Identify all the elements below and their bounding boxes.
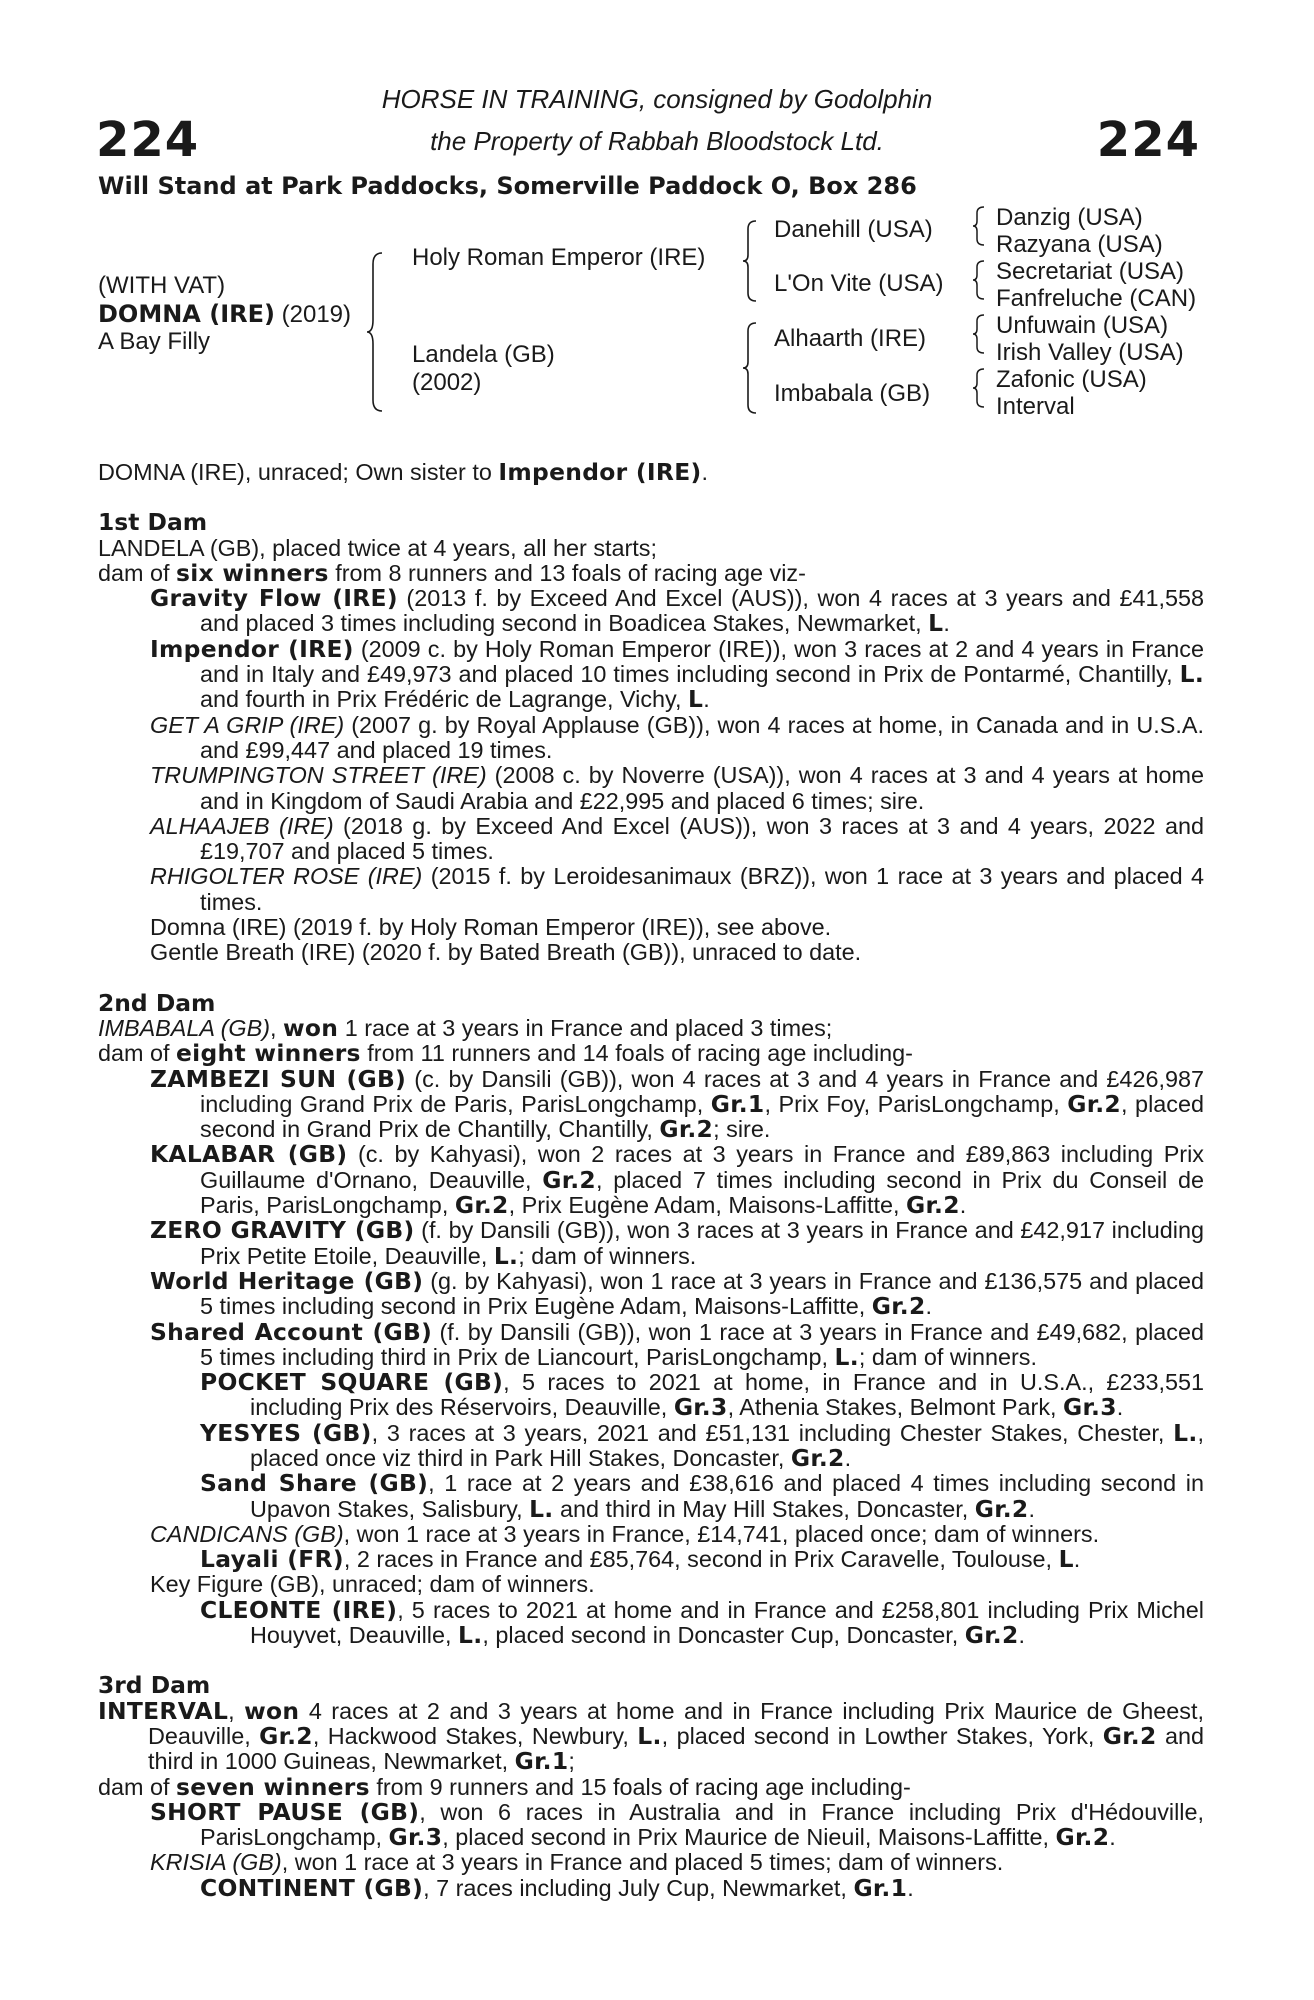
ancestor-sds: Secretariat (USA) bbox=[996, 258, 1185, 285]
first-dam-heading: 1st Dam bbox=[98, 508, 208, 537]
offspring-trumpington-street: TRUMPINGTON STREET (IRE) (2008 c. by Noverre (USA)), won 4 races at 3 and 4 years at home and in Kingdom of Saudi Arabia and £22,995 and placed 6 times; sire. bbox=[150, 762, 1204, 814]
offspring-domna: Domna (IRE) (2019 f. by Holy Roman Emperor (IRE)), see above. bbox=[150, 914, 832, 941]
second-dam-line2: dam of eight winners from 11 runners and 14 foals of racing age including- bbox=[98, 1039, 913, 1068]
second-dam-line1: IMBABALA (GB), won 1 race at 3 years in France and placed 3 times; bbox=[98, 1013, 833, 1042]
offspring-short-pause: SHORT PAUSE (GB), won 6 races in Australia and in France including Prix d'Hédouville, ParisLongchamp, Gr.3, placed second in Prix Maurice de Nieuil, Maisons-Laffitte, Gr.2. bbox=[150, 1797, 1204, 1852]
ancestor-dss: Unfuwain (USA) bbox=[996, 312, 1169, 339]
brace-dam bbox=[742, 322, 758, 414]
brace-ds bbox=[972, 314, 986, 354]
offspring-get-a-grip: GET A GRIP (IRE) (2007 g. by Royal Applause (GB)), won 4 races at home, in Canada and in U.S.A. and £99,447 and placed 19 times. bbox=[150, 711, 1204, 763]
offspring-gentle-breath: Gentle Breath (IRE) (2020 f. by Bated Breath (GB)), unraced to date. bbox=[150, 939, 862, 966]
brace-main bbox=[366, 252, 384, 412]
offspring-candicans: CANDICANS (GB), won 1 race at 3 years in France, £14,741, placed once; dam of winners. bbox=[150, 1520, 1100, 1547]
first-dam-line2: dam of six winners from 8 runners and 13 foals of racing age viz- bbox=[98, 558, 806, 587]
horse-name-line bbox=[98, 300, 351, 329]
offspring-zambezi-sun: ZAMBEZI SUN (GB) (c. by Dansili (GB)), won 4 races at 3 and 4 years in France and £426,987 including Grand Prix de Paris, ParisLongchamp, Gr.1, Prix Foy, ParisLongchamp, Gr.2, placed second in Grand Prix de Chantilly, Chantilly, Gr.2; sire. bbox=[150, 1064, 1204, 1144]
dam-year: (2002) bbox=[412, 369, 482, 396]
dam: Landela (GB) bbox=[412, 341, 555, 368]
offspring-rhigolter-rose: RHIGOLTER ROSE (IRE) (2015 f. by Leroidesanimaux (BRZ)), won 1 race at 3 years and placed 4 times. bbox=[150, 863, 1204, 915]
sire-dam: L'On Vite (USA) bbox=[774, 270, 944, 297]
lot-number-left: 224 bbox=[96, 112, 200, 168]
grand-offspring-pocket-square: POCKET SQUARE (GB), 5 races to 2021 at home, in France and in U.S.A., £233,551 including Prix des Réservoirs, Deauville, Gr.3, Athenia Stakes, Belmont Park, Gr.3. bbox=[200, 1368, 1204, 1422]
intro-line: DOMNA (IRE), unraced; Own sister to Impendor (IRE). bbox=[98, 458, 708, 486]
grand-offspring-cleonte: CLEONTE (IRE), 5 races to 2021 at home and in France and £258,801 including Prix Michel Houyvet, Deauville, L., placed second in Doncaster Cup, Doncaster, Gr.2. bbox=[200, 1595, 1204, 1650]
offspring-alhaajeb: ALHAAJEB (IRE) (2018 g. by Exceed And Excel (AUS)), won 3 races at 3 and 4 years, 2022 and £19,707 and placed 5 times. bbox=[150, 812, 1204, 865]
ancestor-ssd: Razyana (USA) bbox=[996, 231, 1163, 258]
brace-dd bbox=[972, 368, 986, 408]
brace-sd bbox=[972, 260, 986, 300]
catalogue-body bbox=[98, 460, 1204, 1901]
offspring-kalabar: KALABAR (GB) (c. by Kahyasi), won 2 races at 3 years in France and £89,863 including Prix Guillaume d'Ornano, Deauville, Gr.2, placed 7 times including second in Prix du Conseil de Paris, ParisLongchamp, Gr.2, Prix Eugène Adam, Maisons-Laffitte, Gr.2. bbox=[150, 1140, 1204, 1220]
third-dam-heading: 3rd Dam bbox=[98, 1671, 211, 1700]
ancestor-ddd: Interval bbox=[996, 393, 1075, 420]
grand-offspring-yesyes: YESYES (GB), 3 races at 3 years, 2021 and £51,131 including Chester Stakes, Chester, L., placed once viz third in Park Hill Stakes, Doncaster, Gr.2. bbox=[200, 1418, 1204, 1472]
grand-offspring-layali: Layali (FR), 2 races in France and £85,764, second in Prix Caravelle, Toulouse, L. bbox=[200, 1545, 1081, 1574]
offspring-zero-gravity: ZERO GRAVITY (GB) (f. by Dansili (GB)), won 3 races at 3 years in France and £42,917 including Prix Petite Etoile, Deauville, L.; dam of winners. bbox=[150, 1216, 1204, 1270]
horse-year: (2019) bbox=[281, 301, 352, 328]
offspring-gravity-flow: Gravity Flow (IRE) (2013 f. by Exceed And Excel (AUS)), won 4 races at 3 years and £41,558 and placed 3 times including second in Boadicea Stakes, Newmarket, L. bbox=[150, 584, 1204, 638]
horse-name: DOMNA (IRE) bbox=[98, 300, 275, 328]
ancestor-dds: Zafonic (USA) bbox=[996, 366, 1147, 393]
ancestor-sdd: Fanfreluche (CAN) bbox=[996, 285, 1197, 312]
ancestor-sss: Danzig (USA) bbox=[996, 204, 1143, 231]
brace-sire bbox=[742, 220, 758, 302]
dam-sire: Alhaarth (IRE) bbox=[774, 325, 927, 352]
property-line: the Property of Rabbah Bloodstock Ltd. bbox=[430, 126, 884, 156]
ancestor-dsd: Irish Valley (USA) bbox=[996, 339, 1184, 366]
third-dam-line1: INTERVAL, won 4 races at 2 and 3 years at home and in France including Prix Maurice de Gheest, Deauville, Gr.2, Hackwood Stakes, Newbury, L., placed second in Lowther Stakes, York, Gr.2 and third in 1000 Guineas, Newmarket, Gr.1; bbox=[98, 1696, 1204, 1776]
grand-offspring-sand-share: Sand Share (GB), 1 race at 2 years and £38,616 and placed 4 times including second in Upavon Stakes, Salisbury, L. and third in May Hill Stakes, Doncaster, Gr.2. bbox=[200, 1469, 1204, 1523]
sire: Holy Roman Emperor (IRE) bbox=[412, 244, 706, 271]
offspring-world-heritage: World Heritage (GB) (g. by Kahyasi), won 1 race at 3 years in France and £136,575 and placed 5 times including second in Prix Eugène Adam, Maisons-Laffitte, Gr.2. bbox=[150, 1266, 1204, 1321]
offspring-impendor: Impendor (IRE) (2009 c. by Holy Roman Emperor (IRE)), won 3 races at 2 and 4 years in France and in Italy and £49,973 and placed 10 times including second in Prix de Pontarmé, Chantilly, L. and fourth in Prix Frédéric de Lagrange, Vichy, L. bbox=[150, 634, 1204, 714]
brace-ss bbox=[972, 206, 986, 246]
first-dam-line1: LANDELA (GB), placed twice at 4 years, all her starts; bbox=[98, 534, 657, 561]
vat-label: (WITH VAT) bbox=[98, 272, 226, 299]
lot-number-right: 224 bbox=[1096, 112, 1200, 168]
second-dam-heading: 2nd Dam bbox=[98, 988, 216, 1017]
offspring-key-figure: Key Figure (GB), unraced; dam of winners. bbox=[150, 1571, 595, 1598]
grand-offspring-continent: CONTINENT (GB), 7 races including July Cup, Newmarket, Gr.1. bbox=[200, 1873, 914, 1902]
consignor-line: HORSE IN TRAINING, consigned by Godolphin bbox=[381, 84, 933, 114]
horse-description: A Bay Filly bbox=[98, 328, 211, 355]
dam-dam: Imbabala (GB) bbox=[774, 380, 931, 407]
sire-sire: Danehill (USA) bbox=[774, 216, 933, 243]
offspring-krisia: KRISIA (GB), won 1 race at 3 years in France and placed 5 times; dam of winners. bbox=[150, 1849, 1004, 1876]
offspring-shared-account: Shared Account (GB) (f. by Dansili (GB)), won 1 race at 3 years in France and £49,682, placed 5 times including third in Prix de Liancourt, ParisLongchamp, L.; dam of winners. bbox=[150, 1317, 1204, 1371]
third-dam-line2: dam of seven winners from 9 runners and 15 foals of racing age including- bbox=[98, 1772, 911, 1801]
stand-location: Will Stand at Park Paddocks, Somerville Paddock O, Box 286 bbox=[98, 172, 917, 200]
